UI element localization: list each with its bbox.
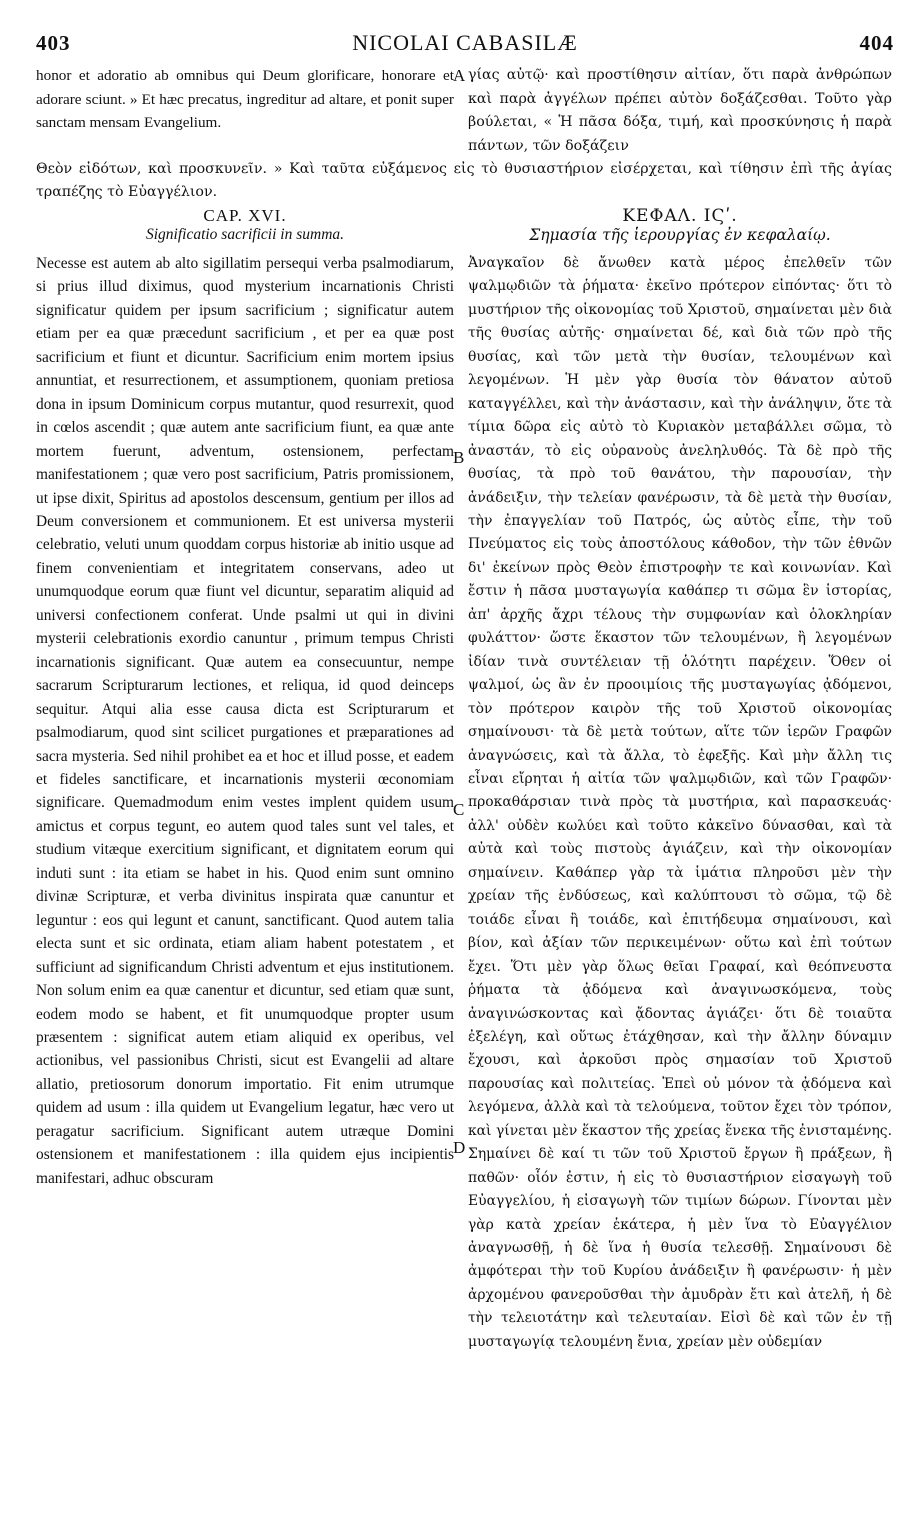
margin-marker-a: A bbox=[453, 66, 466, 85]
margin-marker-d: D bbox=[453, 1138, 466, 1157]
page-number-left: 403 bbox=[36, 31, 71, 55]
intro-latin-text: honor et adoratio ab omnibus qui Deum glorificare, honorare et adorare sciunt. » Et hæc precatus, ingreditur ad altare, et ponit super sanctam mensam Evangelium. bbox=[36, 67, 454, 131]
body-latin-column bbox=[36, 252, 454, 1190]
page-number-right: 404 bbox=[859, 31, 894, 55]
margin-marker-c: C bbox=[453, 800, 465, 819]
chapter-subtitle-greek: Σημασία τῆς ἱερουργίας ἐν κεφαλαίῳ. bbox=[529, 226, 831, 244]
body-greek-text: Ἀναγκαῖον δὲ ἄνωθεν κατὰ μέρος ἐπελθεῖν τῶν ψαλμῳδιῶν τὰ ῥήματα· ἐκεῖνο πρότερον εἰπόντας· ὅτι τὸ μυστήριον τῆς οἰκονομίας τοῦ Χριστοῦ, σημαίνεται μὲν διὰ τῆς θυσίας αὐτῆς· σημαίνεται δέ, καὶ διὰ τῶν πρὸ τῆς θυσίας, καὶ τῶν μετὰ τὴν θυσίαν, τελουμένων καὶ λεγομένων. Ἡ μὲν γὰρ θυσία τὸν θάνατον αὐτοῦ καταγγέλλει, καὶ τὴν ἀνάστασιν, καὶ τὴν ἀνάληψιν, ὅτε τὰ τίμια δῶρα εἰς αὐτὸ τὸ Κυριακὸν μεταβάλλει σῶμα, τὸ ἀναστάν, τὸ εἰς οὐρανοὺς ἀνεληλυθός. Τὰ δὲ πρὸ τῆς θυσίας, τὰ πρὸ τοῦ θανάτου, τὴν παρουσίαν, τὴν ἀνάδειξιν, τὴν τελείαν φανέρωσιν, τὰ δὲ μετὰ τὴν θυσίαν, τὴν ἐπαγγελίαν τοῦ Πατρός, ὡς αὐτὸς εἶπε, τὴν τοῦ Πνεύματος εἰς τοὺς ἀποστόλους κάθοδον, τὴν τῶν ἐθνῶν δι' ἐκείνων πρὸς Θεὸν ἐπιστροφὴν τε καὶ κοινωνίαν. Καὶ ἔστιν ἡ πᾶσα μυσταγωγία καθάπερ τι σῶμα ἓν ἱστορίας, ἀπ' ἀρχῆς ἄχρι τέλους τὴν συμφωνίαν καὶ ὁλοκληρίαν φυλάττον· ὥστε ἕκαστον τῶν τελουμένων, ἢ λεγομένων ἰδίαν τινὰ συντέλειαν τῇ ὁλότητι παρέχειν. Ὅθεν οἱ ψαλμοί, ὡς ἂν ἐν προοιμίοις τῆς μυσταγωγίας ᾀδόμενοι, τὸν πρότερον καιρὸν τῆς τοῦ Χριστοῦ οἰκονομίας σημαίνουσι· τὰ δὲ μετὰ τούτων, αἵτε τῶν ἱερῶν Γραφῶν ἀναγνώσεις, καὶ τὰ ἄλλα, τὸ ἐφεξῆς. Καὶ μὴν ἄλλη τις εἶναι εἴρηται ἡ αἰτία τῶν ψαλμῳδιῶν, καὶ τῶν Γραφῶν· προκαθάρσιαν τινὰ πρὸς τὰ μυστήρια, καὶ παρασκευάς· ἀλλ' οὐδὲν κωλύει καὶ τοῦτο κἀκεῖνο δύνασθαι, καὶ τὰ αὐτὰ καὶ τοὺς πιστοὺς ἁγιάζειν, καὶ τὴν οἰκονομίαν σημαίνειν. Καθάπερ γὰρ τὰ ἱμάτια πληροῦσι μὲν τὴν χρείαν τῆς ἐνδύσεως, καὶ καλύπτουσι τὸ σῶμα, τῷ δὲ τοιάδε εἶναι ἢ τοιάδε, καὶ ἐπιτήδευμα σημαίνουσι, καὶ βίον, καὶ ἀξίαν τῶν περικειμένων· οὕτω καὶ ἐπὶ τούτων ἔχει. Ὅτι μὲν γὰρ ὅλως θεῖαι Γραφαί, καὶ θεόπνευστα ῥήματα τὰ ᾀδόμενα καὶ ἀναγινωσκόμενα, τοὺς ἀναγινώσκοντας καὶ ᾄδοντας ἁγιάζει· ὅτι δὲ τοιαῦτα ἐξελέγη, καὶ οὕτως ἐτάχθησαν, καὶ τὴν ἄλλην δύναμιν ἔχουσι, καὶ ἀρκοῦσι πρὸς σημασίαν τοῦ Χριστοῦ παρουσίας καὶ πολιτείας. Ἐπεὶ οὐ μόνον τὰ ᾀδόμενα καὶ λεγόμενα, ἀλλὰ καὶ τὰ τελούμενα, τοῦτον ἔχει τὸν τρόπον, καὶ γίνεται μὲν ἕκαστον τῆς χρείας ἕνεκα τῆς ἐνισταμένης. Σημαίνει δὲ καί τι τῶν τοῦ Χριστοῦ ἔργων ἢ πράξεων, ἢ παθῶν· οἷόν ἐστιν, ἡ εἰς τὸ θυσιαστήριον εἰσαγωγὴ τοῦ Εὐαγγελίου, ἡ εἰσαγωγὴ τῶν τιμίων δώρων. Γίνονται μὲν γὰρ κατὰ χρείαν ἑκάτερα, ἡ μὲν ἵνα τὸ Εὐαγγέλιον ἀναγνωσθῇ, ἡ δὲ ἵνα ἡ θυσία τελεσθῇ. Σημαίνουσι δὲ ἀμφότεραι τὴν τοῦ Κυρίου ἀνάδειξιν ἢ φανέρωσιν· ἡ μὲν ἀρχομένου φανεροῦσθαι τὴν ἀμυδρὰν ἔτι καὶ ἀτελῆ, ἡ δὲ τὴν τελειοτάτην καὶ τελευταίαν. Εἰσὶ δὲ καὶ τῶν ἐν τῇ μυσταγωγίᾳ τελουμένη ἔνια, χρείαν μὲν οὐδεμίαν bbox=[468, 255, 892, 1350]
chapter-title-greek: ΚΕΦΑΛ. ΙϚʹ. bbox=[622, 206, 738, 226]
body-greek-column bbox=[468, 252, 892, 1354]
intro-latin-column bbox=[36, 64, 454, 135]
bridge-greek-text: Θεὸν εἰδότων, καὶ προσκυνεῖν. » Καὶ ταῦτα εὐξάμενος εἰς τὸ θυσιαστήριον εἰσέρχεται, καὶ τίθησιν ἐπὶ τῆς ἁγίας τραπέζης τὸ Εὐαγγέλιον. bbox=[36, 161, 892, 200]
intro-greek-text: γίας αὐτῷ· καὶ προστίθησιν αἰτίαν, ὅτι παρὰ ἀνθρώπων καὶ παρὰ ἀγγέλων πρέπει αὐτὸν δοξάζεσθαι. Τοῦτο γὰρ βούλεται, « Ἡ πᾶσα δόξα, τιμή, καὶ προσκύνησις ἡ παρὰ πάντων, τῶν δοξάζειν bbox=[468, 67, 892, 154]
margin-marker-b: B bbox=[453, 448, 465, 467]
running-title: NICOLAI CABASILÆ bbox=[352, 30, 578, 55]
chapter-heading-greek bbox=[468, 206, 892, 246]
intro-greek-bridge bbox=[36, 158, 892, 204]
body-latin-text: Necesse est autem ab alto sigillatim persequi verba psalmodiarum, si prius illud diximus, quod mysterium incarnationis Christi significatur quidem per ipsum sacrificium ; significatur autem etiam per ea quæ præcedunt sacrificium , et per ea quæ post sacrificium et fiunt et dicuntur. Sacrificium enim mortem ipsius annuntiat, et resurrectionem, et assumptionem, quoniam pretiosa dona in ipsum Dominicum corpus mutantur, quod resurrexit, quod in cœlos ascendit ; quæ autem ante sacrificium fiunt, ea quæ ante mortem fuerunt, adventum, ostensionem, perfectam manifestationem ; quæ vero post sacrificium, Patris promissionem, ut ipse dixit, Spiritus ad apostolos descensum, gentium per illos ad Deum conversionem et communionem. Et est universa mysterii celebratio, veluti unum quoddam corpus historiæ ab initio usque ad finem convenientiam et integritatem conservans, adeo ut unumquodque eorum quæ fiunt vel dicuntur, separatim aliquid ad universi confectionem conferat. Unde psalmi ut qui in divini mysterii celebrationis exordio canuntur , primum tempus Christi incarnationis significant. Quæ autem ea consecuuntur, nempe sacrarum Scripturarum lectiones, et reliqua, id quod deinceps sequitur. Atqui alia esse causa dicta est Scripturarum et psalmodiarum, quod sint scilicet purgationes et præparationes ad sacra mysteria. Sed nihil prohibet ea et hoc et illud posse, et eadem et fideles sanctificare, et incarnationis mysterii œconomiam significare. Quemadmodum enim vestes implent quidem usum amictus et corpus tegunt, eo autem quod tales sunt vel tales, et studium vitæque exercitium significant, et dignitatem eorum qui induti sunt : ita etiam se habet in his. Quod enim sunt omnino divinæ Scripturæ, et verba divinitus inspirata quæ canuntur et leguntur : eos qui legunt et canunt, sanctificant. Quod autem talia electa sunt et sic ordinata, etiam aliam habent potestatem , et sufficiunt ad significandum Christi adventum et ejus institutionem. Non solum enim ea quæ canentur et dicuntur, sed etiam quæ sunt, eodem modo se habent, et fit unumquodque propter usum præsentem : significat autem etiam aliquid ex operibus, vel actionibus, vel passionibus Christi, sicut est Evangelii ad altare allatio, pretiosorum donorum importatio. Fit enim utrumque quidem ad usum : illa quidem ut Evangelium legatur, hæc vero ut peragatur sacrificium. Significant autem utræque Domini ostensionem et manifestationem : illa quidem ejus incipientis manifestari, adhuc obscuram bbox=[36, 255, 454, 1187]
chapter-heading-latin bbox=[36, 206, 454, 246]
running-head bbox=[36, 30, 894, 62]
chapter-title-latin: CAP. XVI. bbox=[203, 206, 287, 225]
chapter-subtitle-latin: Significatio sacrificii in summa. bbox=[145, 226, 345, 243]
intro-greek-column bbox=[468, 64, 892, 158]
